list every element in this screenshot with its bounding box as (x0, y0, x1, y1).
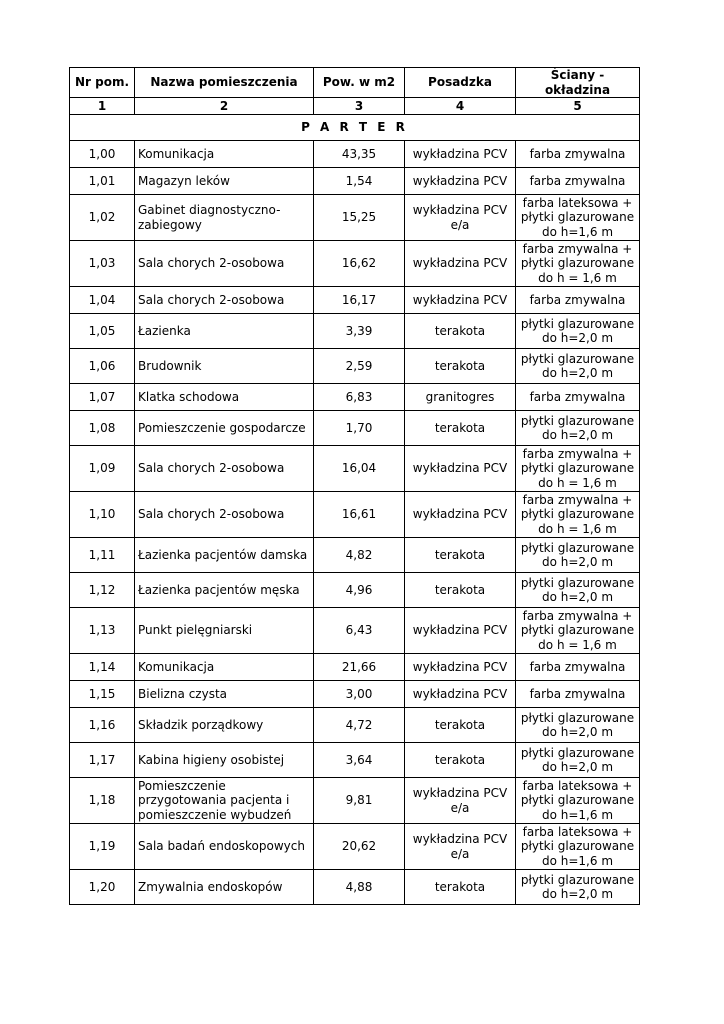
room-floor: wykładzina PCV e/a (405, 778, 516, 824)
room-area: 6,83 (314, 384, 405, 411)
room-walls: farba lateksowa + płytki glazurowane do h=1,6 m (516, 778, 640, 824)
room-floor: terakota (405, 743, 516, 778)
column-number: 1 (70, 98, 135, 115)
room-floor: terakota (405, 314, 516, 349)
table-row (70, 195, 640, 241)
table-row (70, 538, 640, 573)
room-walls: płytki glazurowane do h=2,0 m (516, 573, 640, 608)
room-walls: farba zmywalna (516, 654, 640, 681)
room-area: 1,70 (314, 411, 405, 446)
room-name: Komunikacja (135, 654, 314, 681)
room-number: 1,06 (70, 349, 135, 384)
room-area: 16,61 (314, 492, 405, 538)
header-name: Nazwa pomieszczenia (135, 68, 314, 98)
table-row (70, 608, 640, 654)
table-row (70, 681, 640, 708)
table-row (70, 241, 640, 287)
room-floor: wykładzina PCV (405, 654, 516, 681)
room-number: 1,09 (70, 446, 135, 492)
room-name: Składzik porządkowy (135, 708, 314, 743)
room-name: Klatka schodowa (135, 384, 314, 411)
table-row (70, 411, 640, 446)
room-name: Sala badań endoskopowych (135, 824, 314, 870)
room-area: 6,43 (314, 608, 405, 654)
room-area: 43,35 (314, 141, 405, 168)
room-walls: płytki glazurowane do h=2,0 m (516, 708, 640, 743)
room-name: Łazienka pacjentów damska (135, 538, 314, 573)
room-floor: wykładzina PCV e/a (405, 824, 516, 870)
room-number: 1,12 (70, 573, 135, 608)
room-floor: wykładzina PCV (405, 141, 516, 168)
table-row (70, 778, 640, 824)
room-walls: płytki glazurowane do h=2,0 m (516, 314, 640, 349)
room-number: 1,00 (70, 141, 135, 168)
room-number: 1,04 (70, 287, 135, 314)
room-number: 1,14 (70, 654, 135, 681)
room-number: 1,18 (70, 778, 135, 824)
room-number: 1,08 (70, 411, 135, 446)
room-name: Kabina higieny osobistej (135, 743, 314, 778)
header-nr: Nr pom. (70, 68, 135, 98)
table-row (70, 349, 640, 384)
room-number: 1,07 (70, 384, 135, 411)
header-area: Pow. w m2 (314, 68, 405, 98)
room-name: Bielizna czysta (135, 681, 314, 708)
room-walls: farba lateksowa + płytki glazurowane do h=1,6 m (516, 824, 640, 870)
room-area: 15,25 (314, 195, 405, 241)
room-area: 2,59 (314, 349, 405, 384)
room-number: 1,15 (70, 681, 135, 708)
column-number: 3 (314, 98, 405, 115)
table-row (70, 708, 640, 743)
room-floor: terakota (405, 349, 516, 384)
room-floor: wykładzina PCV e/a (405, 195, 516, 241)
room-name: Łazienka pacjentów męska (135, 573, 314, 608)
room-number: 1,01 (70, 168, 135, 195)
room-number: 1,17 (70, 743, 135, 778)
table-row (70, 573, 640, 608)
room-floor: wykładzina PCV (405, 287, 516, 314)
room-number: 1,10 (70, 492, 135, 538)
room-name: Komunikacja (135, 141, 314, 168)
section-title: P A R T E R (70, 115, 640, 141)
room-area: 16,62 (314, 241, 405, 287)
column-number: 5 (516, 98, 640, 115)
room-area: 9,81 (314, 778, 405, 824)
room-area: 21,66 (314, 654, 405, 681)
room-name: Punkt pielęgniarski (135, 608, 314, 654)
room-floor: wykładzina PCV (405, 608, 516, 654)
room-name: Gabinet diagnostyczno-zabiegowy (135, 195, 314, 241)
room-name: Sala chorych 2-osobowa (135, 287, 314, 314)
table-row (70, 168, 640, 195)
room-area: 16,17 (314, 287, 405, 314)
room-number: 1,20 (70, 870, 135, 905)
room-walls: farba zmywalna + płytki glazurowane do h = 1,6 m (516, 492, 640, 538)
room-number: 1,05 (70, 314, 135, 349)
column-number: 4 (405, 98, 516, 115)
room-number: 1,02 (70, 195, 135, 241)
table-row (70, 824, 640, 870)
header-floor: Posadzka (405, 68, 516, 98)
room-name: Pomieszczenie gospodarcze (135, 411, 314, 446)
table-row (70, 870, 640, 905)
room-area: 4,88 (314, 870, 405, 905)
room-walls: płytki glazurowane do h=2,0 m (516, 743, 640, 778)
room-area: 20,62 (314, 824, 405, 870)
room-area: 3,64 (314, 743, 405, 778)
column-number-row (70, 98, 640, 115)
room-floor: terakota (405, 573, 516, 608)
room-area: 16,04 (314, 446, 405, 492)
room-walls: farba zmywalna (516, 141, 640, 168)
room-number: 1,03 (70, 241, 135, 287)
room-floor: terakota (405, 411, 516, 446)
table-row (70, 141, 640, 168)
room-number: 1,19 (70, 824, 135, 870)
room-area: 4,96 (314, 573, 405, 608)
table-row (70, 446, 640, 492)
room-floor: wykładzina PCV (405, 241, 516, 287)
room-name: Sala chorych 2-osobowa (135, 241, 314, 287)
room-name: Brudownik (135, 349, 314, 384)
room-area: 4,82 (314, 538, 405, 573)
table-row (70, 743, 640, 778)
header-row (70, 68, 640, 98)
room-floor: wykładzina PCV (405, 446, 516, 492)
room-walls: płytki glazurowane do h=2,0 m (516, 870, 640, 905)
room-walls: płytki glazurowane do h=2,0 m (516, 349, 640, 384)
room-area: 1,54 (314, 168, 405, 195)
column-number: 2 (135, 98, 314, 115)
room-number: 1,16 (70, 708, 135, 743)
room-area: 3,39 (314, 314, 405, 349)
room-walls: farba zmywalna (516, 168, 640, 195)
room-number: 1,13 (70, 608, 135, 654)
room-floor: granitogres (405, 384, 516, 411)
room-area: 3,00 (314, 681, 405, 708)
room-walls: farba lateksowa + płytki glazurowane do h=1,6 m (516, 195, 640, 241)
room-floor: wykładzina PCV (405, 168, 516, 195)
room-walls: farba zmywalna (516, 681, 640, 708)
table-row (70, 654, 640, 681)
room-walls: farba zmywalna (516, 384, 640, 411)
room-floor: wykładzina PCV (405, 492, 516, 538)
room-walls: płytki glazurowane do h=2,0 m (516, 411, 640, 446)
table-row (70, 492, 640, 538)
rooms-table (69, 67, 640, 905)
room-name: Magazyn leków (135, 168, 314, 195)
room-walls: farba zmywalna + płytki glazurowane do h = 1,6 m (516, 608, 640, 654)
room-walls: farba zmywalna + płytki glazurowane do h = 1,6 m (516, 446, 640, 492)
room-name: Sala chorych 2-osobowa (135, 446, 314, 492)
room-walls: farba zmywalna (516, 287, 640, 314)
room-floor: terakota (405, 538, 516, 573)
room-number: 1,11 (70, 538, 135, 573)
room-floor: terakota (405, 708, 516, 743)
table-row (70, 384, 640, 411)
room-name: Sala chorych 2-osobowa (135, 492, 314, 538)
header-walls: Ściany - okładzina (516, 68, 640, 98)
room-walls: płytki glazurowane do h=2,0 m (516, 538, 640, 573)
room-walls: farba zmywalna + płytki glazurowane do h = 1,6 m (516, 241, 640, 287)
room-floor: terakota (405, 870, 516, 905)
room-name: Łazienka (135, 314, 314, 349)
room-area: 4,72 (314, 708, 405, 743)
room-name: Zmywalnia endoskopów (135, 870, 314, 905)
room-name: Pomieszczenie przygotowania pacjenta i pomieszczenie wybudzeń (135, 778, 314, 824)
section-row (70, 115, 640, 141)
room-floor: wykładzina PCV (405, 681, 516, 708)
table-row (70, 287, 640, 314)
table-row (70, 314, 640, 349)
